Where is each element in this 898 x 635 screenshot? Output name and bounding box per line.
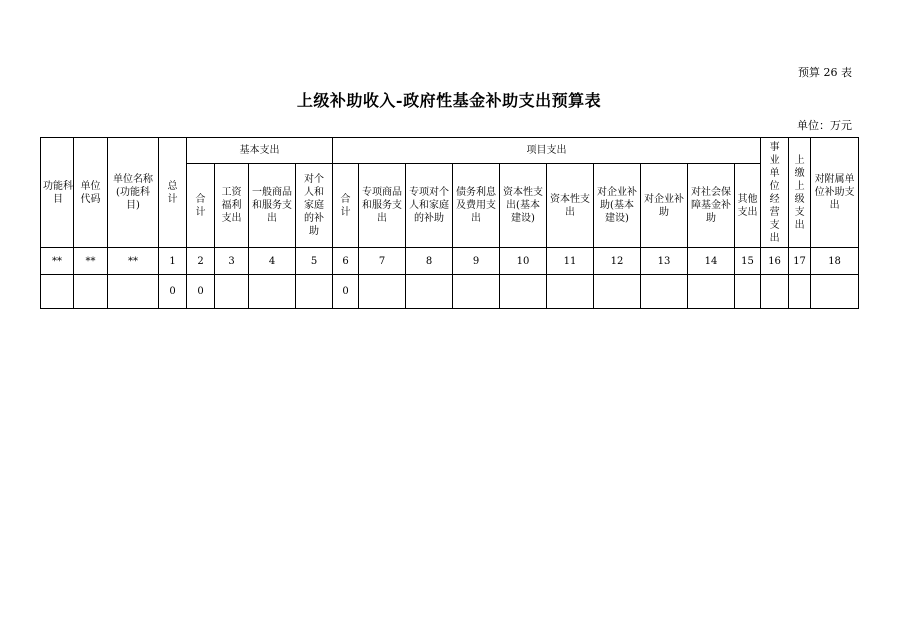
header-proj-subtotal: 合计: [333, 164, 359, 248]
header-proj-capital-base: 资本性支出(基本建设): [500, 164, 547, 248]
header-total: 总计: [159, 138, 187, 248]
header-proj-capital: 资本性支出: [547, 164, 594, 248]
data-cell: [453, 275, 500, 309]
data-row: [41, 275, 859, 309]
data-cell: [547, 275, 594, 309]
header-unit-name: 单位名称(功能科目): [108, 138, 159, 248]
header-proj-goods: 专项商品和服务支出: [359, 164, 406, 248]
index-cell: 1: [159, 248, 187, 275]
data-cell: [74, 275, 108, 309]
header-basic-wage: 工资福利支出: [215, 164, 249, 248]
data-cell: [688, 275, 735, 309]
header-proj-enterprise: 对企业补助: [641, 164, 688, 248]
data-cell: [406, 275, 453, 309]
data-cell: 0: [159, 275, 187, 309]
header-proj-enterprise-base: 对企业补助(基本建设): [594, 164, 641, 248]
index-cell: 16: [761, 248, 789, 275]
index-cell: 2: [187, 248, 215, 275]
index-cell: **: [41, 248, 74, 275]
data-cell: [811, 275, 859, 309]
header-basic-group: 基本支出: [187, 138, 333, 164]
data-cell: [735, 275, 761, 309]
data-cell: [108, 275, 159, 309]
data-cell: 0: [333, 275, 359, 309]
data-cell: [296, 275, 333, 309]
data-cell: [761, 275, 789, 309]
data-cell: [789, 275, 811, 309]
index-cell: 17: [789, 248, 811, 275]
data-cell: [249, 275, 296, 309]
header-proj-other: 其他支出: [735, 164, 761, 248]
header-unit-code: 单位代码: [74, 138, 108, 248]
data-cell: [215, 275, 249, 309]
unit-label: 单位：万元: [797, 119, 852, 132]
header-upper: 上缴上级支出: [789, 138, 811, 248]
header-project-group: 项目支出: [333, 138, 761, 164]
data-cell: 0: [187, 275, 215, 309]
header-operating: 事业单位经营支出: [761, 138, 789, 248]
index-row: [41, 248, 859, 275]
index-cell: 7: [359, 248, 406, 275]
header-proj-personal: 专项对个人和家庭的补助: [406, 164, 453, 248]
header-proj-debt: 债务利息及费用支出: [453, 164, 500, 248]
index-cell: 6: [333, 248, 359, 275]
data-cell: [359, 275, 406, 309]
index-cell: 13: [641, 248, 688, 275]
page-title: 上级补助收入-政府性基金补助支出预算表: [296, 91, 602, 110]
budget-table: [40, 137, 859, 309]
index-cell: 15: [735, 248, 761, 275]
index-cell: 4: [249, 248, 296, 275]
form-number: 预算 26 表: [798, 66, 852, 79]
data-cell: [500, 275, 547, 309]
index-cell: **: [74, 248, 108, 275]
header-proj-social: 对社会保障基金补助: [688, 164, 735, 248]
index-cell: 12: [594, 248, 641, 275]
index-cell: **: [108, 248, 159, 275]
header-basic-personal: 对个人和家庭的补助: [296, 164, 333, 248]
index-cell: 11: [547, 248, 594, 275]
header-affiliated: 对附属单位补助支出: [811, 138, 859, 248]
index-cell: 3: [215, 248, 249, 275]
index-cell: 18: [811, 248, 859, 275]
index-cell: 8: [406, 248, 453, 275]
header-basic-goods: 一般商品和服务支出: [249, 164, 296, 248]
data-cell: [41, 275, 74, 309]
header-func-code: 功能科目: [41, 138, 74, 248]
index-cell: 5: [296, 248, 333, 275]
index-cell: 9: [453, 248, 500, 275]
index-cell: 10: [500, 248, 547, 275]
index-cell: 14: [688, 248, 735, 275]
data-cell: [594, 275, 641, 309]
header-row-group: [41, 138, 859, 164]
header-basic-subtotal: 合计: [187, 164, 215, 248]
data-cell: [641, 275, 688, 309]
